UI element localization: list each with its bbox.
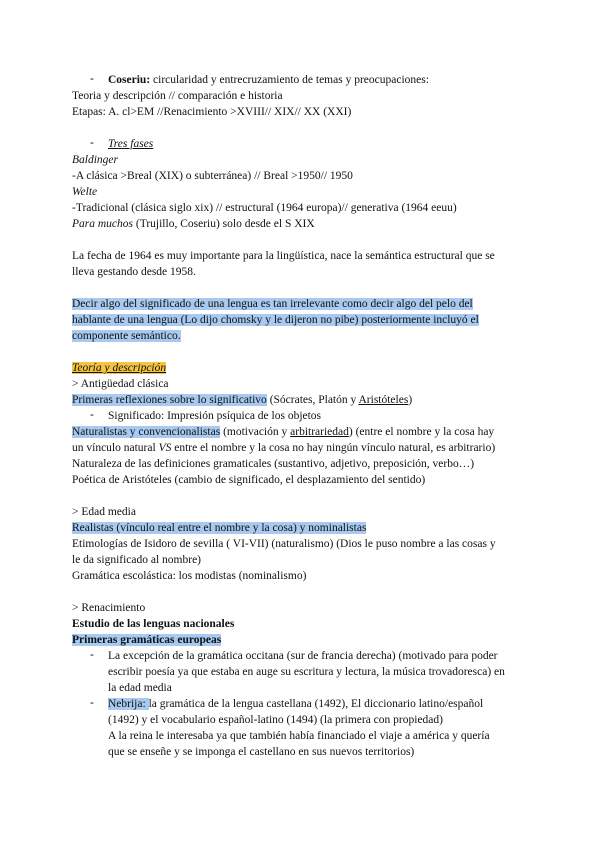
vinculo-line: un vínculo natural VS entre el nombre y la cosa no hay ningún vínculo natural, es arbitrario) bbox=[72, 442, 496, 454]
para-muchos-line: Para muchos (Trujillo, Coseriu) solo desde el S XIX bbox=[72, 218, 315, 230]
coseriu-text: circularidad y entrecruzamiento de temas y preocupaciones: bbox=[150, 74, 429, 86]
coseriu-line bbox=[108, 73, 429, 87]
bullet-dash: - bbox=[90, 73, 94, 85]
chomsky-line-2: hablante de una lengua (Lo dijo chomsky y le dijeron no pibe) posteriormente incluyó el bbox=[72, 314, 479, 326]
antiguedad-line: > Antigüedad clásica bbox=[72, 378, 169, 390]
occitana-line-1: La excepción de la gramática occitana (sur de francia derecha) (motivado para poder bbox=[108, 650, 498, 662]
edad-media-heading: > Edad media bbox=[72, 506, 136, 518]
realistas-line: Realistas (vínculo real entre el nombre y la cosa) y nominalistas bbox=[72, 522, 367, 534]
primeras-reflexiones-line: Primeras reflexiones sobre lo significativo (Sócrates, Platón y Aristóteles) bbox=[72, 394, 413, 406]
bullet-dash: - bbox=[90, 697, 94, 709]
nebrija-line-2: (1492) y el vocabulario español-latino (1494) (la primera con propiedad) bbox=[108, 714, 443, 726]
occitana-line-3: la edad media bbox=[108, 682, 172, 694]
nebrija-line-1: Nebrija: la gramática de la lengua castellana (1492), El diccionario latino/español bbox=[108, 698, 484, 710]
chomsky-line-1: Decir algo del significado de una lengua es tan irrelevante como decir algo del pelo del bbox=[72, 298, 473, 310]
bullet-dash: - bbox=[90, 409, 94, 421]
coseriu-name: Coseriu: bbox=[108, 74, 151, 86]
naturalistas-line: Naturalistas y convencionalistas (motivación y arbitrariedad) (entre el nombre y la cosa hay bbox=[72, 426, 495, 438]
definiciones-line: Naturaleza de las definiciones gramaticales (sustantivo, adjetivo, preposición, verbo…) bbox=[72, 458, 475, 470]
nebrija-line-3: A la reina le interesaba ya que también había financiado el viaje a américa y quería bbox=[108, 730, 490, 742]
etapas-line: Etapas: A. cl>EM //Renacimiento >XVIII// XIX// XX (XXI) bbox=[72, 106, 352, 118]
chomsky-line-3: componente semántico. bbox=[72, 330, 181, 342]
teoria-line: Teoria y descripción // comparación e historia bbox=[72, 90, 283, 102]
estudio-heading: Estudio de las lenguas nacionales bbox=[72, 618, 235, 630]
bullet-dash: - bbox=[90, 137, 94, 149]
gramatica-escolastica-line: Gramática escolástica: los modistas (nominalismo) bbox=[72, 570, 307, 582]
etimologias-line-1: Etimologías de Isidoro de sevilla ( VI-VII) (naturalismo) (Dios le puso nombre a las cosas y bbox=[72, 538, 496, 550]
welte-name: Welte bbox=[72, 186, 98, 198]
fecha-line-1: La fecha de 1964 es muy importante para la lingüística, nace la semántica estructural que se bbox=[72, 250, 495, 262]
teoria-heading: Teoría y descripción bbox=[72, 362, 167, 374]
etimologias-line-2: le da significado al nombre) bbox=[72, 554, 202, 566]
tres-fases-heading: Tres fases bbox=[108, 138, 154, 150]
welte-text: -Tradicional (clásica siglo xix) // estructural (1964 europa)// generativa (1964 eeuu) bbox=[72, 202, 457, 214]
bullet-dash: - bbox=[90, 649, 94, 661]
renacimiento-heading: > Renacimiento bbox=[72, 602, 146, 614]
fecha-line-2: lleva gestando desde 1958. bbox=[72, 266, 196, 278]
significado-line: Significado: Impresión psíquica de los objetos bbox=[108, 410, 322, 422]
primeras-gramaticas-heading: Primeras gramáticas europeas bbox=[72, 634, 222, 646]
baldinger-text: -A clásica >Breal (XIX) o subterránea) // Breal >1950// 1950 bbox=[72, 170, 353, 182]
occitana-line-2: escribir poesía ya que estaba en auge su escritura y lectura, la música trovadoresca) en bbox=[108, 666, 505, 678]
nebrija-line-4: que se enseñe y se imponga el castellano en sus nuevos territorios) bbox=[108, 746, 415, 758]
poetica-line: Poética de Aristóteles (cambio de significado, el desplazamiento del sentido) bbox=[72, 474, 426, 486]
baldinger-name: Baldinger bbox=[72, 154, 118, 166]
